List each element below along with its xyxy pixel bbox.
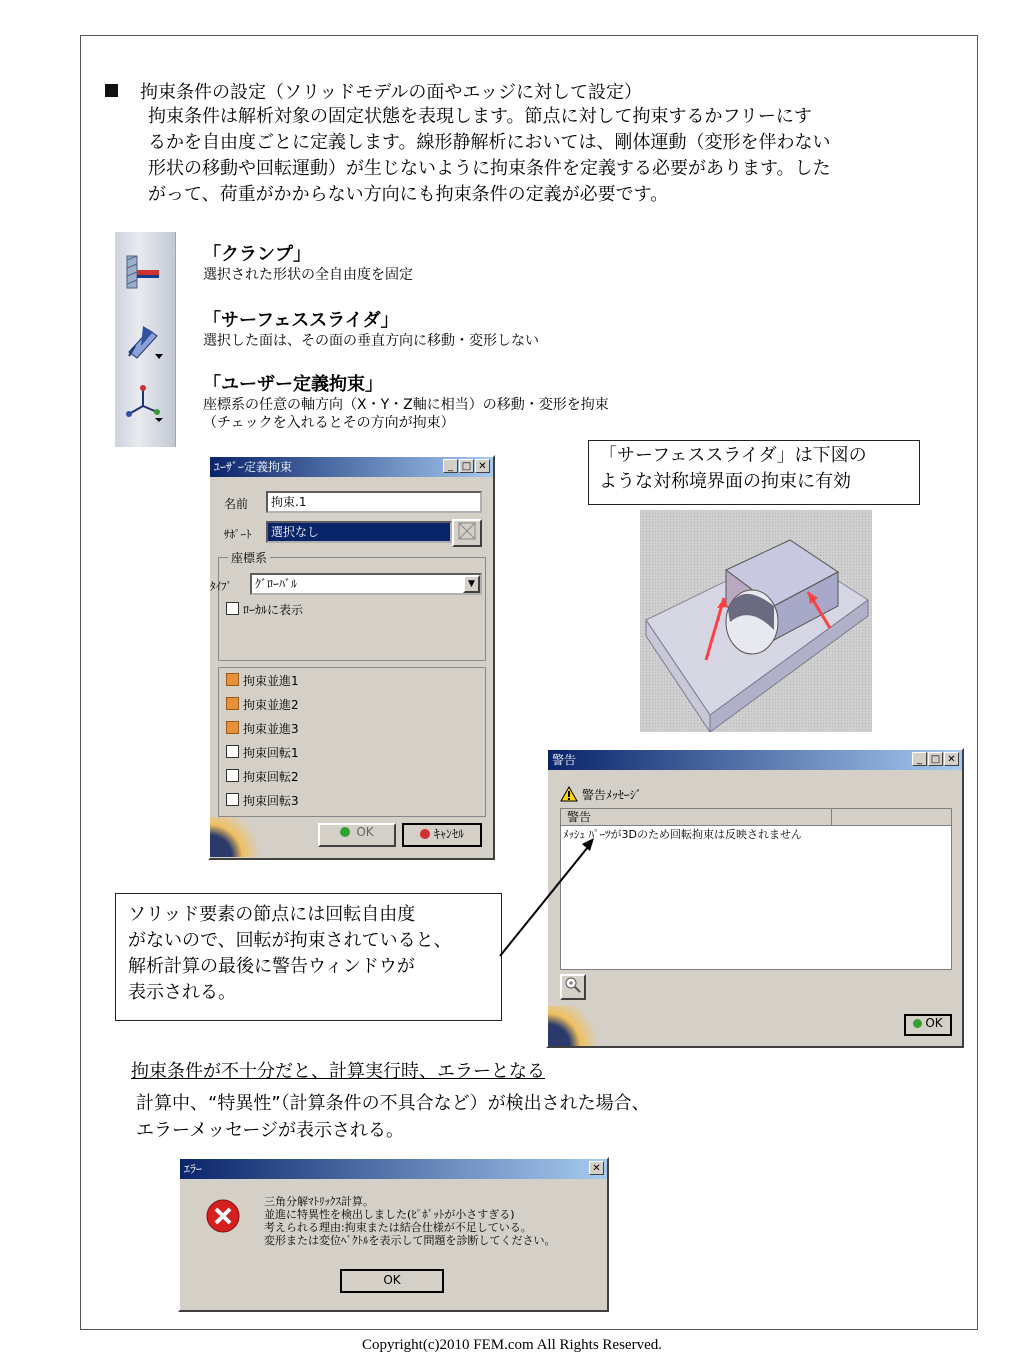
globe-logo	[210, 817, 270, 857]
warning-list-header: 警告	[561, 809, 951, 826]
ok-icon	[913, 1019, 922, 1028]
minimize-button[interactable]: _	[912, 752, 927, 766]
type-label: ﾀｲﾌﾟ	[210, 580, 232, 593]
symmetry-model-image	[640, 510, 872, 732]
warning-titlebar: 警告 _ □ ✕	[548, 750, 962, 770]
error-section-text: 計算中、“特異性”（計算条件の不具合など）が検出された場合、 エラーメッセージが表示される。	[136, 1093, 650, 1141]
clamp-description: 「クランプ」 選択された形状の全自由度を固定	[203, 244, 413, 283]
section-heading: 拘束条件の設定（ソリッドモデルの面やエッジに対して設定）	[105, 78, 642, 104]
support-picker-icon	[457, 521, 477, 541]
error-dialog	[178, 1157, 609, 1312]
ok-icon	[340, 827, 350, 837]
zoom-button[interactable]	[560, 974, 586, 1000]
ok-button[interactable]: OK	[318, 823, 396, 847]
checkbox[interactable]	[226, 769, 239, 782]
close-button[interactable]: ✕	[475, 459, 490, 473]
error-message: 三角分解ﾏﾄﾘｯｸｽ計算。 並進に特異性を検出しました(ﾋﾟﾎﾞｯﾄが小さすぎる) 考えられる理由:拘束または結合仕様が不足している。 変形または変位ﾍﾞｸﾄﾙを表示して問題を診断してください。	[264, 1195, 556, 1247]
user-constraint-icon[interactable]	[123, 382, 163, 422]
cancel-button[interactable]: ｷｬﾝｾﾙ	[402, 823, 482, 847]
user-constraint-dialog	[208, 455, 495, 860]
checkbox[interactable]	[226, 602, 239, 615]
type-select[interactable]: ｸﾞﾛｰﾊﾞﾙ ▼	[250, 573, 482, 595]
callout-arrow	[496, 830, 606, 960]
warning-ok-button[interactable]: OK	[904, 1014, 952, 1036]
close-button[interactable]: ✕	[589, 1161, 604, 1175]
name-field[interactable]: 拘束.1	[266, 491, 482, 513]
checkbox[interactable]	[226, 793, 239, 806]
surface-slider-icon[interactable]	[123, 322, 163, 362]
checkbox[interactable]	[226, 745, 239, 758]
error-ok-button[interactable]: OK	[340, 1269, 444, 1293]
surface-slider-description: 「サーフェススライダ」 選択した面は、その面の垂直方向に移動・変形しない	[203, 310, 539, 349]
check-rotation-2[interactable]: 拘束回転2	[226, 768, 299, 785]
slider-note-callout: 「サーフェススライダ」は下図の ような対称境界面の拘束に有効	[588, 440, 920, 505]
check-rotation-1[interactable]: 拘束回転1	[226, 744, 299, 761]
warning-message-label: 警告ﾒｯｾｰｼﾞ	[560, 786, 642, 803]
check-rotation-3[interactable]: 拘束回転3	[226, 792, 299, 809]
clamp-icon[interactable]	[123, 252, 163, 292]
coordinate-group-label: 座標系	[228, 549, 270, 566]
constraint-toolbar	[115, 232, 176, 447]
intro-line: がって、荷重がかからない方向にも拘束条件の定義が必要です。	[148, 184, 669, 205]
warning-dialog	[546, 748, 964, 1048]
maximize-button[interactable]: □	[928, 752, 943, 766]
dialog-titlebar: ﾕｰｻﾞｰ定義拘束 _ □ ✕	[210, 457, 493, 477]
error-icon	[206, 1199, 240, 1233]
error-titlebar: ｴﾗｰ ✕	[180, 1159, 607, 1179]
support-picker-button[interactable]	[452, 519, 482, 547]
warning-icon	[560, 786, 578, 802]
checkbox[interactable]	[226, 673, 239, 686]
chevron-down-icon[interactable]: ▼	[463, 575, 480, 593]
maximize-button[interactable]: □	[459, 459, 474, 473]
minimize-button[interactable]: _	[443, 459, 458, 473]
copyright-footer: Copyright(c)2010 FEM.com All Rights Reserved.	[362, 1337, 662, 1353]
checkbox[interactable]	[226, 697, 239, 710]
checkbox[interactable]	[226, 721, 239, 734]
close-button[interactable]: ✕	[944, 752, 959, 766]
local-display-option[interactable]: ﾛｰｶﾙに表示	[226, 601, 303, 618]
intro-line: 拘束条件は解析対象の固定状態を表現します。節点に対して拘束するかフリーにす	[148, 106, 812, 127]
support-field[interactable]: 選択なし	[266, 521, 452, 543]
intro-paragraph	[148, 104, 953, 208]
error-section-heading: 拘束条件が不十分だと、計算実行時、エラーとなる	[131, 1061, 545, 1082]
support-label: ｻﾎﾟｰﾄ	[224, 528, 252, 541]
intro-line: るかを自由度ごとに定義します。線形静解析においては、剛体運動（変形を伴わない	[148, 132, 831, 153]
bullet-square-icon	[105, 84, 118, 97]
check-translation-3[interactable]: 拘束並進3	[226, 720, 299, 737]
check-translation-2[interactable]: 拘束並進2	[226, 696, 299, 713]
zoom-in-icon	[564, 976, 582, 994]
warning-list-row[interactable]: ﾒｯｼｭ ﾊﾟｰﾂが3Dのため回転拘束は反映されません	[563, 828, 802, 841]
check-translation-1[interactable]: 拘束並進1	[226, 672, 299, 689]
warning-list[interactable]	[560, 808, 952, 970]
name-label: 名前	[224, 497, 249, 511]
intro-line: 形状の移動や回転運動）が生じないように拘束条件を定義する必要があります。した	[148, 158, 831, 179]
globe-logo	[548, 1006, 608, 1046]
user-constraint-description: 「ユーザー定義拘束」 座標系の任意の軸方向（X・Y・Z軸に相当）の移動・変形を拘束 （チェックを入れるとその方向が拘束）	[203, 374, 609, 431]
cancel-icon	[420, 829, 430, 839]
warning-callout: ソリッド要素の節点には回転自由度 がないので、回転が拘束されていると、 解析計算の最後に警告ウィンドウが 表示される。	[115, 893, 502, 1021]
